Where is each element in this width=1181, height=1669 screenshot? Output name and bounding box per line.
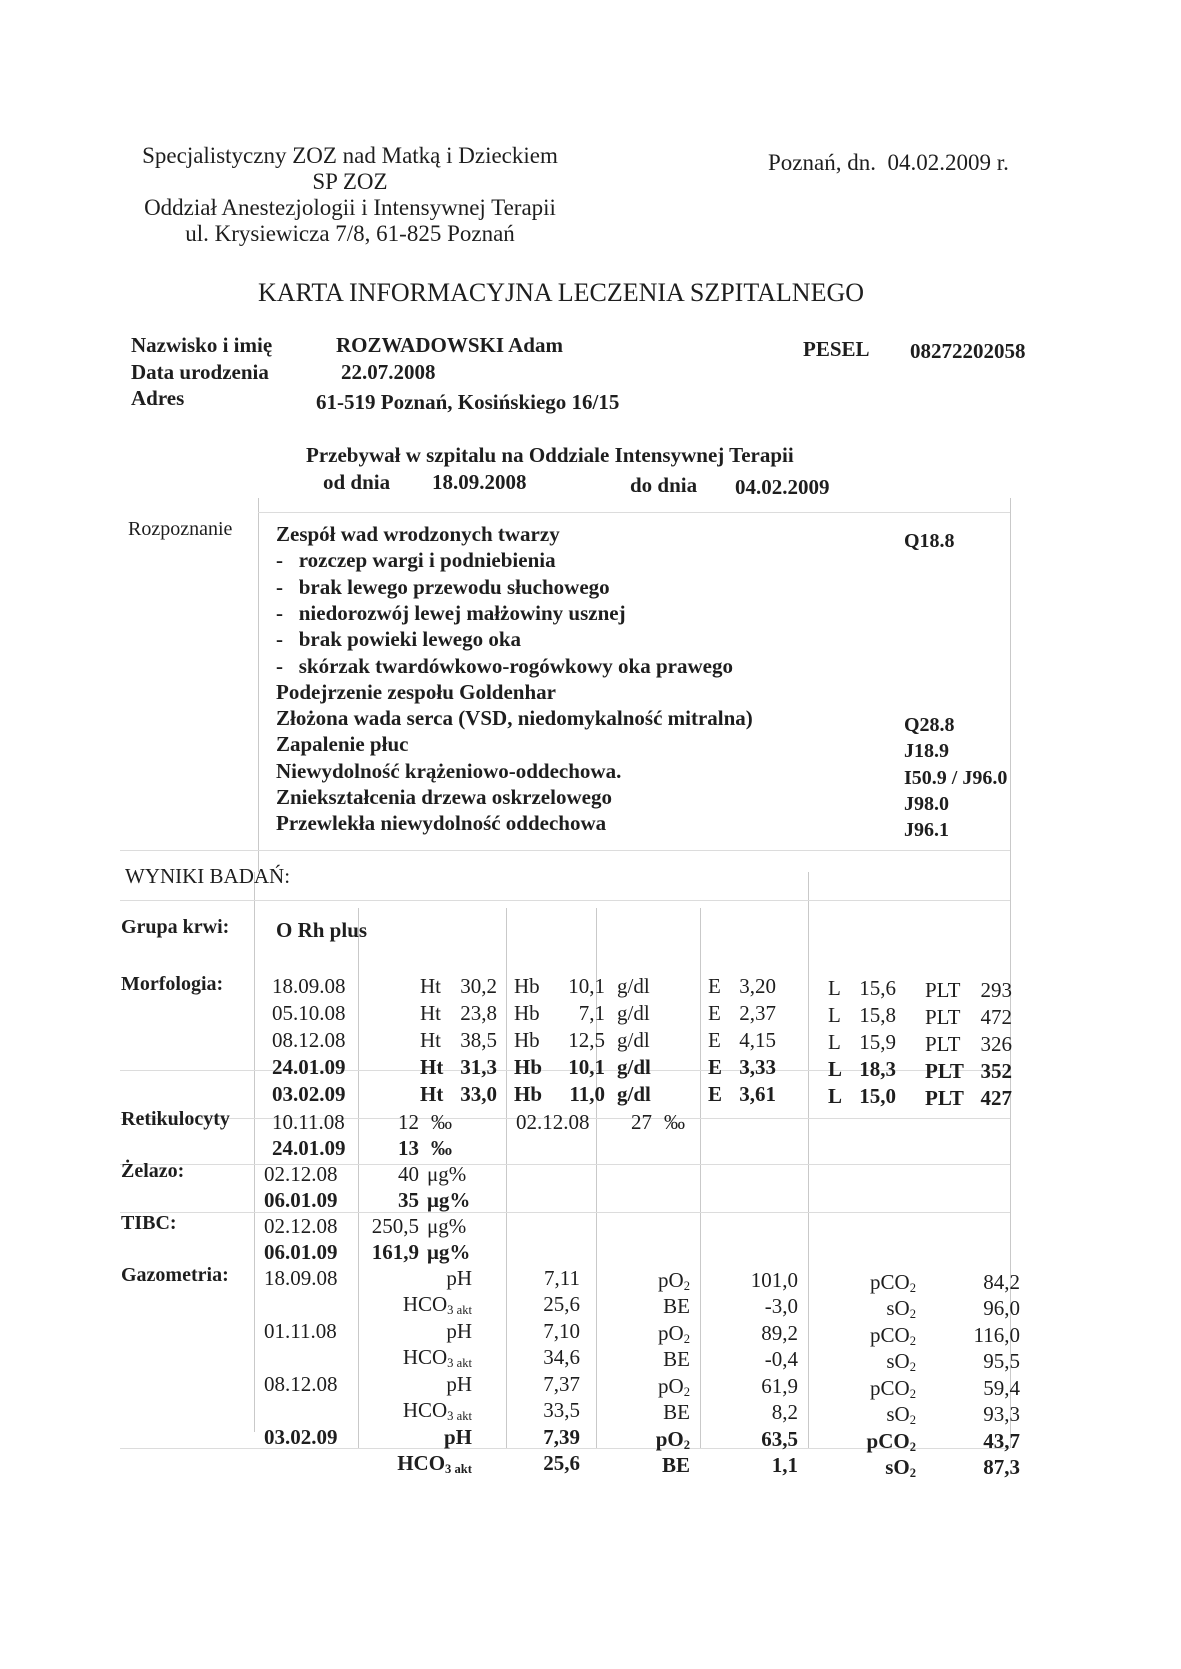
- pco2-label-subscript: 2: [909, 1440, 916, 1455]
- po2-label: [658, 1321, 690, 1347]
- tibc-unit: μg%: [427, 1240, 471, 1264]
- po2-label-subscript: 2: [683, 1332, 690, 1347]
- iron-unit: μg%: [427, 1188, 471, 1212]
- l-label: L: [828, 976, 841, 1000]
- ph-value: 7,37: [543, 1372, 580, 1396]
- so2-label-subscript: 2: [909, 1466, 916, 1481]
- pco2-label-subscript: 2: [909, 1334, 916, 1349]
- ph-value: 7,10: [543, 1319, 580, 1343]
- plt-value: 352: [980, 1059, 1012, 1083]
- gasometry-label: Gazometria:: [121, 1264, 229, 1286]
- hb-unit: g/dl: [617, 974, 650, 998]
- pco2-value: 59,4: [983, 1376, 1020, 1400]
- l-value: 15,9: [859, 1030, 896, 1054]
- po2-label-base: pO: [658, 1321, 684, 1345]
- pco2-label-base: pCO: [870, 1323, 910, 1347]
- plt-label: PLT: [925, 1086, 964, 1110]
- po2-value: 89,2: [761, 1321, 798, 1345]
- hco3-label-base: HCO: [402, 1292, 448, 1316]
- hb-value: 10,1: [568, 974, 605, 998]
- iron-unit: μg%: [427, 1162, 467, 1186]
- hco3-label-base: HCO: [397, 1451, 446, 1475]
- po2-label: [656, 1427, 690, 1453]
- e-label: E: [708, 1055, 723, 1079]
- grid-line: [120, 1212, 1010, 1213]
- po2-label-subscript: 2: [683, 1438, 690, 1453]
- iron-date: 02.12.08: [264, 1162, 338, 1186]
- hb-label: Hb: [514, 974, 540, 998]
- tibc-unit: μg%: [427, 1214, 467, 1238]
- gasometry-date: 01.11.08: [264, 1319, 337, 1343]
- institution-header: [125, 143, 575, 247]
- morphology-date: 08.12.08: [272, 1028, 346, 1052]
- so2-value: 95,5: [983, 1349, 1020, 1373]
- blood-group-value: O Rh plus: [276, 918, 368, 942]
- diagnosis-line: - brak powieki lewego oka: [276, 627, 522, 652]
- tibc-label: TIBC:: [121, 1212, 177, 1234]
- e-value: 3,61: [739, 1082, 776, 1106]
- so2-label-base: sO: [886, 1296, 910, 1320]
- so2-label: [886, 1402, 916, 1428]
- pco2-label-base: pCO: [870, 1270, 910, 1294]
- ph-label: pH: [443, 1425, 472, 1449]
- morphology-label: Morfologia:: [121, 973, 224, 995]
- diagnosis-line: Zniekształcenia drzewa oskrzelowego: [276, 785, 612, 809]
- plt-label: PLT: [925, 1059, 964, 1083]
- hb-label: Hb: [514, 1028, 540, 1052]
- diagnosis-line: Niewydolność krążeniowo-oddechowa.: [276, 758, 622, 783]
- grid-line: [358, 908, 359, 1448]
- ph-label: pH: [446, 1372, 472, 1396]
- ht-label: Ht: [420, 1055, 444, 1079]
- so2-label: [885, 1455, 916, 1481]
- plt-value: 293: [980, 978, 1012, 1002]
- stay-to: 04.02.2009: [735, 475, 830, 499]
- po2-value: 101,0: [750, 1268, 798, 1292]
- institution-line: SP ZOZ: [312, 169, 388, 194]
- diagnosis-code: Q28.8: [904, 714, 955, 737]
- reticulocytes-date: 10.11.08: [272, 1110, 345, 1134]
- pesel-label: PESEL: [803, 337, 870, 361]
- reticulocytes-unit: ‰: [431, 1110, 452, 1134]
- address-label: Adres: [131, 386, 185, 410]
- hb-value: 12,5: [568, 1028, 605, 1052]
- tibc-date: 02.12.08: [264, 1214, 338, 1238]
- ph-value: 7,39: [543, 1425, 580, 1449]
- hb-unit: g/dl: [617, 1028, 650, 1052]
- l-value: 15,0: [859, 1084, 896, 1108]
- results-heading: WYNIKI BADAŃ:: [125, 864, 291, 888]
- pco2-label: [867, 1429, 916, 1455]
- l-value: 15,8: [859, 1003, 896, 1027]
- pco2-label-subscript: 2: [909, 1281, 916, 1296]
- po2-label-base: pO: [655, 1427, 684, 1451]
- hb-unit: g/dl: [617, 1001, 650, 1025]
- stay-from-label: od dnia: [323, 470, 391, 494]
- hco3-label-subscript: 3 akt: [447, 1303, 472, 1318]
- institution-line: Specjalistyczny ZOZ nad Matką i Dzieckiem: [142, 143, 558, 168]
- be-value: 1,1: [771, 1453, 798, 1477]
- iron-label: Żelazo:: [121, 1160, 185, 1182]
- address-value: 61-519 Poznań, Kosińskiego 16/15: [316, 390, 620, 414]
- place-date: Poznań, dn. 04.02.2009 r.: [768, 150, 1009, 175]
- po2-value: 61,9: [761, 1374, 798, 1398]
- name-label: Nazwisko i imię: [131, 333, 273, 357]
- ph-label: pH: [446, 1319, 472, 1343]
- so2-value: 87,3: [983, 1455, 1020, 1479]
- ht-label: Ht: [420, 1082, 444, 1106]
- reticulocytes-date: 02.12.08: [516, 1110, 590, 1134]
- grid-line: [258, 512, 1010, 513]
- ht-value: 23,8: [460, 1001, 497, 1025]
- grid-line: [258, 498, 259, 872]
- e-label: E: [708, 974, 721, 998]
- hb-label: Hb: [514, 1055, 543, 1079]
- l-label: L: [828, 1084, 843, 1108]
- tibc-date: 06.01.09: [264, 1240, 338, 1264]
- l-value: 15,6: [859, 976, 896, 1000]
- grid-line: [254, 872, 255, 1432]
- so2-label-base: sO: [886, 1402, 910, 1426]
- plt-value: 326: [980, 1032, 1012, 1056]
- be-value: 8,2: [771, 1400, 798, 1424]
- e-label: E: [708, 1082, 723, 1106]
- so2-label-subscript: 2: [909, 1360, 916, 1375]
- po2-value: 63,5: [761, 1427, 798, 1451]
- morphology-date: 24.01.09: [272, 1055, 346, 1079]
- be-label: BE: [663, 1294, 690, 1318]
- ht-label: Ht: [420, 974, 441, 998]
- hco3-label: [403, 1292, 472, 1318]
- hco3-label-subscript: 3 akt: [447, 1356, 472, 1371]
- hco3-label: [403, 1398, 472, 1424]
- grid-line: [120, 850, 1010, 851]
- stay-text: Przebywał w szpitalu na Oddziale Intensywnej Terapii: [306, 443, 794, 467]
- pco2-value: 43,7: [983, 1429, 1020, 1453]
- hco3-label: [397, 1451, 472, 1477]
- be-label: BE: [663, 1347, 690, 1371]
- ht-value: 31,3: [460, 1055, 497, 1079]
- grid-line: [808, 872, 809, 1448]
- ph-label: pH: [446, 1266, 472, 1290]
- so2-label: [886, 1296, 916, 1322]
- e-value: 4,15: [739, 1028, 776, 1052]
- l-label: L: [828, 1030, 841, 1054]
- gasometry-date: 03.02.09: [264, 1425, 338, 1449]
- institution-line: Oddział Anestezjologii i Intensywnej Terapii: [144, 195, 556, 220]
- dob-label: Data urodzenia: [131, 360, 269, 384]
- ht-value: 30,2: [460, 974, 497, 998]
- diagnosis-line: Złożona wada serca (VSD, niedomykalność mitralna): [276, 706, 753, 731]
- diagnosis-label: Rozpoznanie: [128, 518, 233, 540]
- plt-label: PLT: [925, 978, 961, 1002]
- ht-label: Ht: [420, 1001, 441, 1025]
- plt-value: 472: [980, 1005, 1012, 1029]
- morphology-date: 05.10.08: [272, 1001, 346, 1025]
- iron-date: 06.01.09: [264, 1188, 338, 1212]
- reticulocytes-value: 13: [398, 1136, 419, 1160]
- ht-label: Ht: [420, 1028, 441, 1052]
- e-value: 2,37: [739, 1001, 776, 1025]
- diagnosis-code: J98.0: [904, 793, 949, 815]
- morphology-date: 18.09.08: [272, 974, 346, 998]
- e-value: 3,20: [739, 974, 776, 998]
- institution-line: ul. Krysiewicza 7/8, 61-825 Poznań: [185, 221, 515, 246]
- pco2-label: [870, 1323, 916, 1349]
- reticulocytes-unit: ‰: [431, 1136, 452, 1160]
- pco2-value: 116,0: [973, 1323, 1020, 1347]
- so2-value: 96,0: [983, 1296, 1020, 1320]
- pco2-label: [870, 1270, 916, 1296]
- reticulocytes-value: 27: [631, 1110, 652, 1134]
- morphology-date: 03.02.09: [272, 1082, 346, 1106]
- hb-unit: g/dl: [617, 1055, 651, 1079]
- hco3-label-base: HCO: [402, 1398, 448, 1422]
- l-label: L: [828, 1057, 843, 1081]
- diagnosis-line: Podejrzenie zespołu Goldenhar: [276, 679, 556, 704]
- hb-value: 10,1: [568, 1055, 605, 1079]
- reticulocytes-unit: ‰: [664, 1110, 685, 1134]
- grid-line: [120, 900, 1010, 901]
- po2-label-base: pO: [658, 1374, 684, 1398]
- diagnosis-code: I50.9 / J96.0: [904, 766, 1008, 789]
- document-title: KARTA INFORMACYJNA LECZENIA SZPITALNEGO: [258, 278, 865, 307]
- hco3-value: 34,6: [543, 1345, 580, 1369]
- stay-from: 18.09.2008: [432, 470, 527, 494]
- ph-value: 7,11: [544, 1266, 580, 1290]
- hco3-label-subscript: 3 akt: [445, 1462, 472, 1477]
- be-value: -3,0: [764, 1294, 798, 1318]
- ht-value: 38,5: [460, 1028, 497, 1052]
- hb-value: 7,1: [578, 1001, 605, 1025]
- pco2-label: [870, 1376, 916, 1402]
- hco3-value: 25,6: [543, 1451, 580, 1475]
- tibc-value: 161,9: [371, 1240, 419, 1264]
- pco2-label-base: pCO: [866, 1429, 910, 1453]
- grid-line: [120, 1164, 1010, 1165]
- hco3-value: 33,5: [543, 1398, 580, 1422]
- so2-label-base: sO: [885, 1455, 910, 1479]
- grid-line: [700, 908, 701, 1448]
- hco3-value: 25,6: [543, 1292, 580, 1316]
- pco2-label-base: pCO: [870, 1376, 910, 1400]
- po2-label-base: pO: [658, 1268, 684, 1292]
- diagnosis-code: Q18.8: [904, 530, 955, 552]
- l-label: L: [828, 1003, 841, 1027]
- iron-value: 35: [398, 1188, 419, 1212]
- plt-label: PLT: [925, 1032, 961, 1056]
- diagnosis-code: J96.1: [904, 819, 949, 842]
- hb-label: Hb: [514, 1082, 543, 1106]
- be-label: BE: [663, 1400, 690, 1424]
- hb-label: Hb: [514, 1001, 540, 1025]
- pesel-value: 08272202058: [910, 339, 1026, 363]
- hco3-label-base: HCO: [402, 1345, 448, 1369]
- iron-value: 40: [398, 1162, 419, 1186]
- reticulocytes-label: Retikulocyty: [121, 1108, 230, 1130]
- so2-label-subscript: 2: [909, 1413, 916, 1428]
- patient-name: ROZWADOWSKI Adam: [336, 333, 563, 357]
- diagnosis-code: J18.9: [904, 740, 949, 763]
- e-label: E: [708, 1028, 721, 1052]
- plt-value: 427: [980, 1086, 1012, 1110]
- be-label: BE: [661, 1453, 690, 1477]
- diagnosis-line: - brak lewego przewodu słuchowego: [276, 574, 610, 599]
- diagnosis-line: Zespół wad wrodzonych twarzy: [276, 522, 560, 546]
- grid-line: [506, 908, 507, 1448]
- plt-label: PLT: [925, 1005, 961, 1029]
- pco2-value: 84,2: [983, 1270, 1020, 1294]
- stay-to-label: do dnia: [630, 473, 698, 497]
- po2-label: [658, 1374, 690, 1400]
- diagnosis-line: - skórzak twardówkowo-rogówkowy oka prawego: [276, 653, 733, 678]
- l-value: 18,3: [859, 1057, 896, 1081]
- diagnosis-line: - rozczep wargi i podniebienia: [276, 548, 556, 573]
- diagnosis-line: Przewlekła niewydolność oddechowa: [276, 811, 607, 836]
- gasometry-date: 18.09.08: [264, 1266, 338, 1290]
- hb-unit: g/dl: [617, 1082, 651, 1106]
- blood-group-label: Grupa krwi:: [121, 916, 230, 938]
- po2-label-subscript: 2: [683, 1385, 690, 1400]
- gasometry-date: 08.12.08: [264, 1372, 338, 1396]
- reticulocytes-date: 24.01.09: [272, 1136, 346, 1160]
- e-label: E: [708, 1001, 721, 1025]
- so2-label: [886, 1349, 916, 1375]
- e-value: 3,33: [739, 1055, 776, 1079]
- tibc-value: 250,5: [371, 1214, 419, 1238]
- diagnosis-line: Zapalenie płuc: [276, 732, 409, 757]
- dob-value: 22.07.2008: [341, 360, 436, 384]
- diagnosis-line: - niedorozwój lewej małżowiny usznej: [276, 600, 626, 625]
- reticulocytes-value: 12: [398, 1110, 419, 1134]
- po2-label-subscript: 2: [683, 1279, 690, 1294]
- po2-label: [658, 1268, 690, 1294]
- so2-label-subscript: 2: [909, 1307, 916, 1322]
- hco3-label-subscript: 3 akt: [447, 1409, 472, 1424]
- be-value: -0,4: [764, 1347, 798, 1371]
- so2-label-base: sO: [886, 1349, 910, 1373]
- hco3-label: [403, 1345, 472, 1371]
- so2-value: 93,3: [983, 1402, 1020, 1426]
- pco2-label-subscript: 2: [909, 1387, 916, 1402]
- ht-value: 33,0: [460, 1082, 497, 1106]
- hb-value: 11,0: [569, 1082, 605, 1106]
